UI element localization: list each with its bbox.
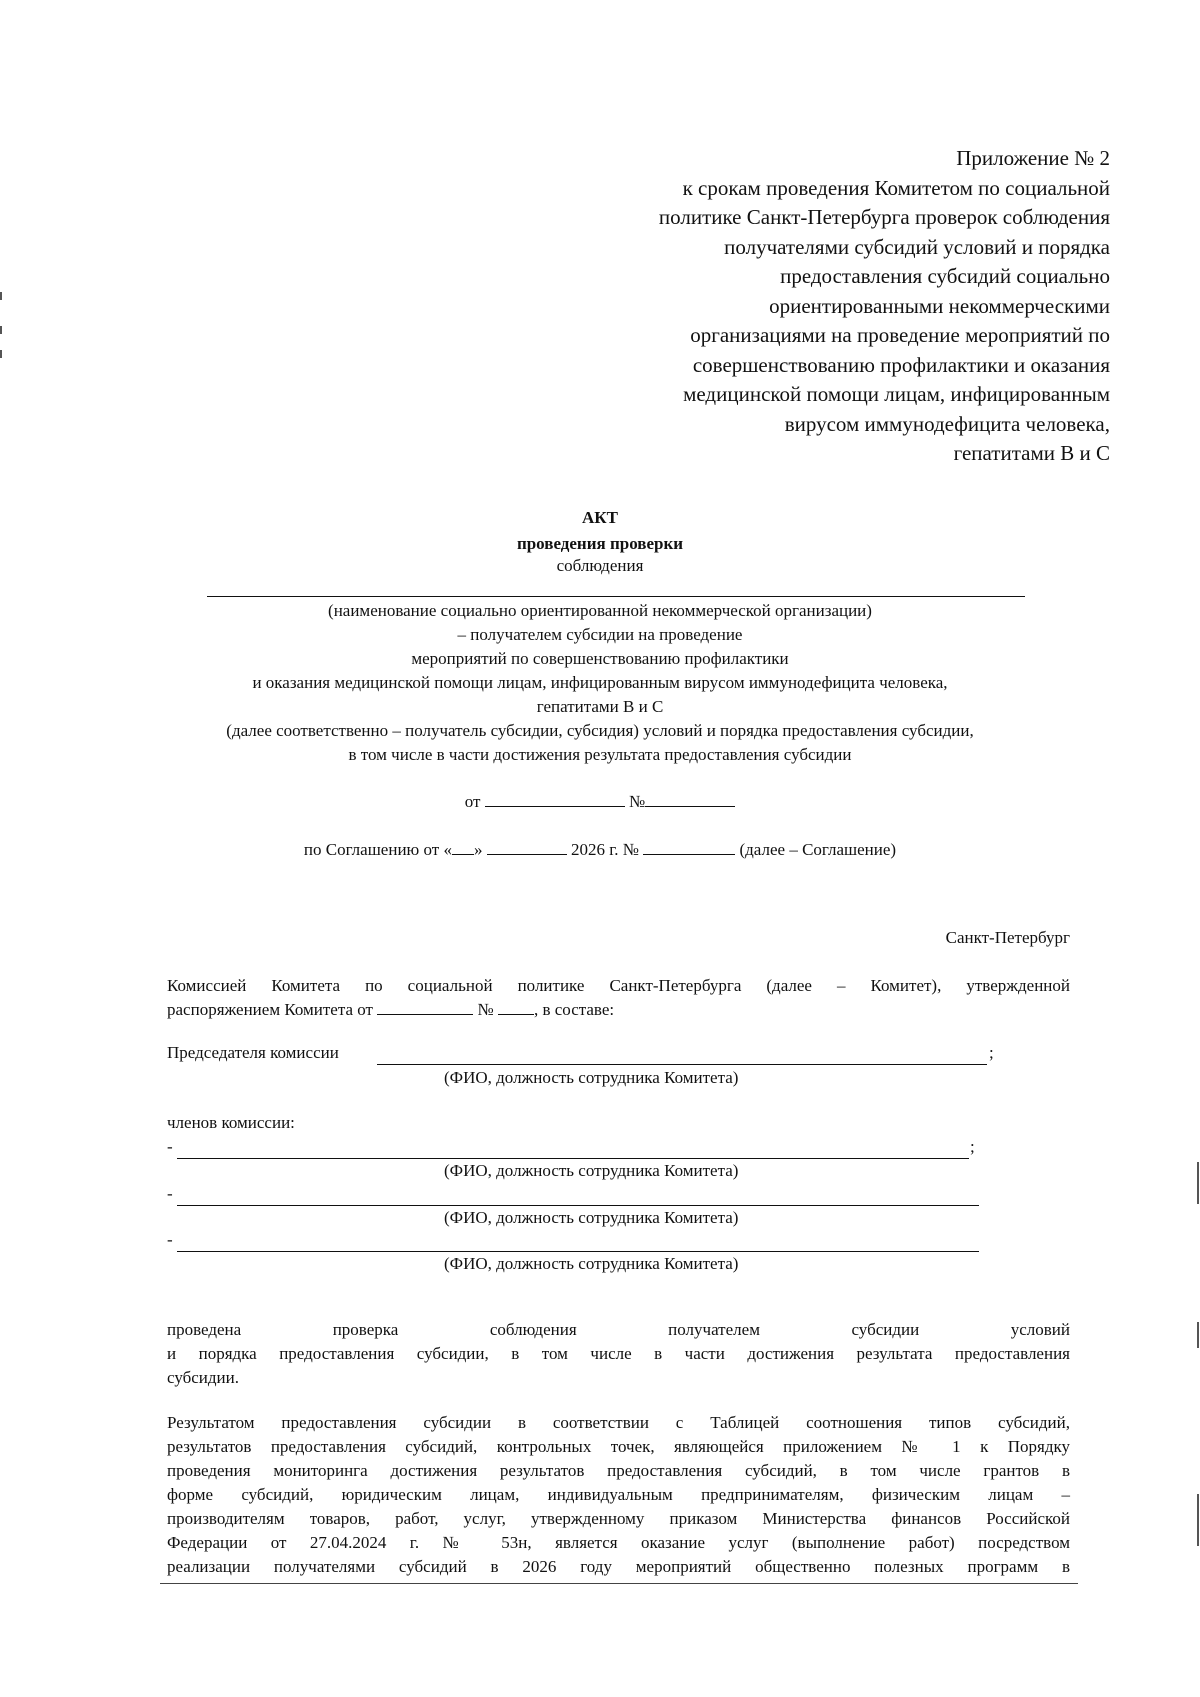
scan-mark (1197, 1162, 1199, 1204)
member-2-fio-line[interactable] (177, 1205, 979, 1206)
member-1-fio-hint: (ФИО, должность сотрудника Комитета) (444, 1161, 739, 1180)
chair-fio-hint: (ФИО, должность сотрудника Комитета) (444, 1068, 739, 1087)
result-line: Федерации от 27.04.2024 г. № 53н, является оказание услуг (выполнение работ) посредством (167, 1533, 1070, 1552)
member-dash: - (167, 1230, 173, 1249)
commission-order-date-field[interactable] (377, 1014, 473, 1015)
result-line: результатов предоставления субсидий, контрольных точек, являющейся приложением № 1 к Порядку (167, 1437, 1070, 1456)
commission-composition-label: , в составе: (533, 1000, 615, 1019)
chair-fio-line[interactable] (377, 1064, 987, 1065)
check-paragraph-line-1 (167, 1320, 1070, 1340)
act-date-field[interactable] (485, 806, 625, 807)
check-word: условий (1010, 1320, 1070, 1339)
appendix-line: ориентированными некоммерческими (769, 293, 1110, 318)
act-subtitle-2: соблюдения (556, 556, 644, 575)
commission-line-1: Комиссией Комитета по социальной политике Санкт-Петербурга (далее – Комитет), утвержденной (167, 976, 1070, 995)
check-word: проведена (167, 1320, 242, 1339)
member-1-fio-line[interactable] (177, 1158, 969, 1159)
commission-line-2 (167, 1000, 614, 1020)
act-subtitle: проведения проверки (516, 534, 684, 553)
check-word: субсидии (851, 1320, 920, 1339)
agreement-year: 2026 г. № (570, 840, 639, 859)
agreement-line (0, 840, 1200, 860)
member-1-semicolon: ; (970, 1137, 975, 1156)
agreement-suffix: (далее – Соглашение) (739, 840, 897, 859)
desc-line: (далее соответственно – получатель субсидии, субсидия) условий и порядка предоставления субсидии, (226, 721, 974, 740)
act-title: АКТ (582, 508, 618, 527)
check-word: проверка (332, 1320, 399, 1339)
result-line: Результатом предоставления субсидии в соответствии с Таблицей соотношения типов субсидий, (167, 1413, 1070, 1432)
result-line: производителям товаров, работ, услуг, утвержденному приказом Министерства финансов Российской (167, 1509, 1070, 1528)
appendix-line: медицинской помощи лицам, инфицированным (683, 382, 1110, 406)
act-number-field[interactable] (645, 806, 735, 807)
appendix-line: получателями субсидий условий и порядка (724, 234, 1110, 259)
chair-label: Председателя комиссии (167, 1043, 339, 1062)
agreement-prefix: по Соглашению от « (303, 840, 452, 859)
agreement-quote-close: » (473, 840, 483, 859)
check-paragraph-line-3: субсидии. (167, 1368, 239, 1387)
desc-line: гепатитами В и С (536, 697, 664, 716)
scan-mark (0, 292, 2, 300)
member-dash: - (167, 1137, 173, 1156)
commission-order-label: распоряжением Комитета от (167, 1000, 373, 1019)
scan-mark (1197, 1322, 1199, 1348)
appendix-line: организациями на проведение мероприятий по (690, 323, 1110, 347)
act-number-sign: № (628, 792, 646, 811)
appendix-line: совершенствованию профилактики и оказания (692, 352, 1110, 377)
footer-rule (160, 1583, 1078, 1584)
act-date-number (0, 792, 1200, 812)
member-3-fio-line[interactable] (177, 1251, 979, 1252)
member-3-fio-hint: (ФИО, должность сотрудника Комитета) (444, 1254, 739, 1273)
scan-mark (0, 350, 2, 358)
chair-semicolon: ; (989, 1043, 994, 1062)
org-name-line[interactable] (207, 596, 1025, 597)
scan-mark (0, 326, 2, 334)
check-word: соблюдения (489, 1320, 577, 1339)
city: Санкт-Петербург (945, 928, 1070, 947)
commission-order-number-sign: № (477, 1000, 494, 1019)
check-paragraph-line-2: и порядка предоставления субсидии, в том числе в части достижения результата предоставления (167, 1344, 1070, 1363)
appendix-line: к срокам проведения Комитетом по социальной (682, 175, 1110, 200)
desc-line: в том числе в части достижения результата предоставления субсидии (348, 745, 852, 764)
appendix-line: политике Санкт-Петербурга проверок соблюдения (658, 205, 1110, 229)
appendix-line: вирусом иммунодефицита человека, (784, 411, 1110, 436)
member-2-fio-hint: (ФИО, должность сотрудника Комитета) (444, 1208, 739, 1227)
desc-line: и оказания медицинской помощи лицам, инфицированным вирусом иммунодефицита человека, (252, 673, 948, 692)
agreement-month-field[interactable] (487, 854, 567, 855)
result-line: реализации получателями субсидий в 2026 году мероприятий общественно полезных программ в (167, 1557, 1070, 1576)
commission-order-number-field[interactable] (498, 1014, 534, 1015)
org-name-hint: (наименование социально ориентированной некоммерческой организации) (328, 601, 872, 620)
appendix-header (550, 144, 1110, 469)
agreement-number-field[interactable] (643, 854, 735, 855)
appendix-line: Приложение № 2 (956, 146, 1110, 170)
appendix-line: гепатитами В и С (953, 441, 1110, 465)
result-line: форме субсидий, юридическим лицам, индивидуальным предпринимателям, физическим лицам – (167, 1485, 1070, 1504)
desc-line: мероприятий по совершенствованию профилактики (411, 649, 789, 668)
member-dash: - (167, 1184, 173, 1203)
check-word: получателем (668, 1320, 760, 1339)
appendix-line: предоставления субсидий социально (780, 264, 1110, 288)
agreement-day-field[interactable] (452, 854, 474, 855)
desc-line: – получателем субсидии на проведение (457, 625, 743, 644)
act-date-label: от (464, 792, 481, 811)
result-line: проведения мониторинга достижения результатов предоставления субсидий, в том числе грантов в (167, 1461, 1070, 1480)
members-label: членов комиссии: (167, 1113, 295, 1132)
scan-mark (1197, 1494, 1199, 1546)
